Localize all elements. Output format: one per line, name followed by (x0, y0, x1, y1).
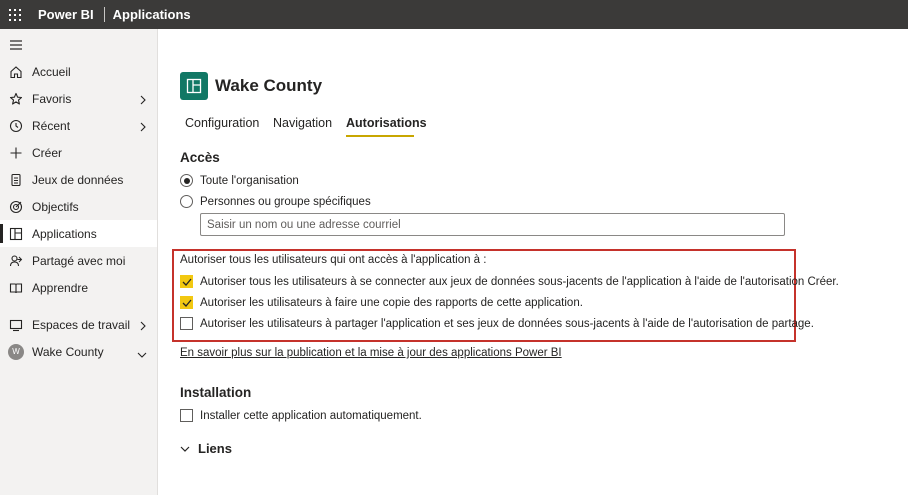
access-section-title: Accès (180, 150, 220, 165)
clock-icon (9, 119, 23, 133)
book-icon (9, 281, 23, 295)
tab-autorisations[interactable]: Autorisations (346, 116, 427, 130)
sidebar-item-label: Accueil (32, 64, 71, 79)
workspaces-icon (9, 318, 23, 332)
star-icon (9, 92, 23, 106)
sidebar-item-accueil[interactable] (0, 58, 157, 85)
sidebar-item-label: Créer (32, 145, 63, 160)
app-launcher-icon[interactable] (0, 0, 30, 29)
topbar-divider (104, 7, 105, 22)
checkbox-build-permission[interactable] (180, 275, 839, 288)
sidebar-item-label: Jeux de données (32, 172, 124, 187)
checkbox-share-permission[interactable] (180, 317, 814, 330)
page-title: Wake County (215, 76, 323, 95)
shared-icon (9, 254, 23, 268)
chevron-right-icon[interactable] (139, 320, 147, 334)
main-content (158, 29, 908, 495)
sidebar-item-favoris[interactable] (0, 85, 157, 112)
sidebar-item-label: Objectifs (32, 199, 79, 214)
plus-icon (9, 146, 23, 160)
sidebar-item-label: Apprendre (32, 280, 89, 295)
top-bar (0, 0, 908, 29)
checkbox-auto-install[interactable] (180, 409, 422, 422)
hamburger-menu-icon[interactable] (9, 38, 23, 50)
sidebar-item-applications[interactable] (0, 220, 157, 247)
chevron-down-icon[interactable] (137, 348, 147, 362)
radio-entire-organization[interactable] (180, 174, 299, 187)
sidebar-item-partage-avec-moi[interactable] (0, 247, 157, 274)
checkbox-unchecked[interactable] (180, 317, 193, 330)
sidebar-item-label: Applications (32, 226, 97, 241)
checkmark-icon (182, 299, 192, 307)
chevron-right-icon[interactable] (139, 121, 147, 135)
sidebar-item-objectifs[interactable] (0, 193, 157, 220)
home-icon (9, 65, 23, 79)
sidebar-item-label: Wake County (32, 344, 104, 359)
chevron-down-icon (180, 445, 190, 453)
sidebar-item-label: Partagé avec moi (32, 253, 126, 268)
radio-label: Toute l'organisation (200, 174, 299, 187)
checkbox-copy-reports[interactable] (180, 296, 583, 309)
checkbox-checked[interactable] (180, 296, 193, 309)
avatar: W (8, 344, 24, 360)
checkbox-unchecked[interactable] (180, 409, 193, 422)
sidebar (0, 29, 158, 495)
sidebar-item-espaces-de-travail[interactable] (0, 311, 157, 338)
permissions-heading: Autoriser tous les utilisateurs qui ont accès à l'application à : (180, 254, 487, 266)
checkbox-label: Autoriser les utilisateurs à faire une copie des rapports de cette application. (200, 296, 583, 309)
checkbox-label: Installer cette application automatiquement. (200, 409, 422, 422)
installation-section-title: Installation (180, 385, 252, 400)
tab-configuration[interactable]: Configuration (185, 116, 260, 130)
radio-button[interactable] (180, 195, 193, 208)
radio-label: Personnes ou groupe spécifiques (200, 195, 371, 208)
apps-icon (9, 227, 23, 241)
links-section-toggle[interactable] (180, 441, 232, 456)
tab-navigation[interactable]: Navigation (273, 116, 333, 130)
chevron-right-icon[interactable] (139, 94, 147, 108)
dataset-icon (9, 173, 23, 187)
sidebar-item-jeux-de-donnees[interactable] (0, 166, 157, 193)
checkbox-label: Autoriser tous les utilisateurs à se connecter aux jeux de données sous-jacents de l'application à l'aide de l'autorisation Créer. (200, 275, 839, 288)
checkmark-icon (182, 278, 192, 286)
sidebar-item-label: Espaces de travail (32, 317, 131, 332)
radio-specific-people[interactable] (180, 195, 371, 208)
brand-name[interactable]: Power BI (38, 7, 94, 22)
sidebar-item-apprendre[interactable] (0, 274, 157, 301)
links-section-title: Liens (198, 441, 232, 456)
sidebar-item-label: Favoris (32, 91, 72, 106)
sidebar-item-creer[interactable] (0, 139, 157, 166)
app-logo-icon (180, 72, 208, 100)
people-search-input[interactable] (200, 213, 785, 236)
active-tab-indicator (346, 135, 414, 137)
checkbox-label: Autoriser les utilisateurs à partager l'application et ses jeux de données sous-jacents à l'aide de l'autorisation de partage. (200, 317, 814, 330)
radio-button-selected[interactable] (180, 174, 193, 187)
sidebar-item-wake-county[interactable] (0, 338, 157, 365)
breadcrumb[interactable]: Applications (112, 7, 191, 22)
sidebar-item-recent[interactable] (0, 112, 157, 139)
learn-more-link[interactable]: En savoir plus sur la publication et la mise à jour des applications Power BI (180, 347, 562, 359)
sidebar-item-label: Récent (32, 118, 71, 133)
checkbox-checked[interactable] (180, 275, 193, 288)
goals-icon (9, 200, 23, 214)
